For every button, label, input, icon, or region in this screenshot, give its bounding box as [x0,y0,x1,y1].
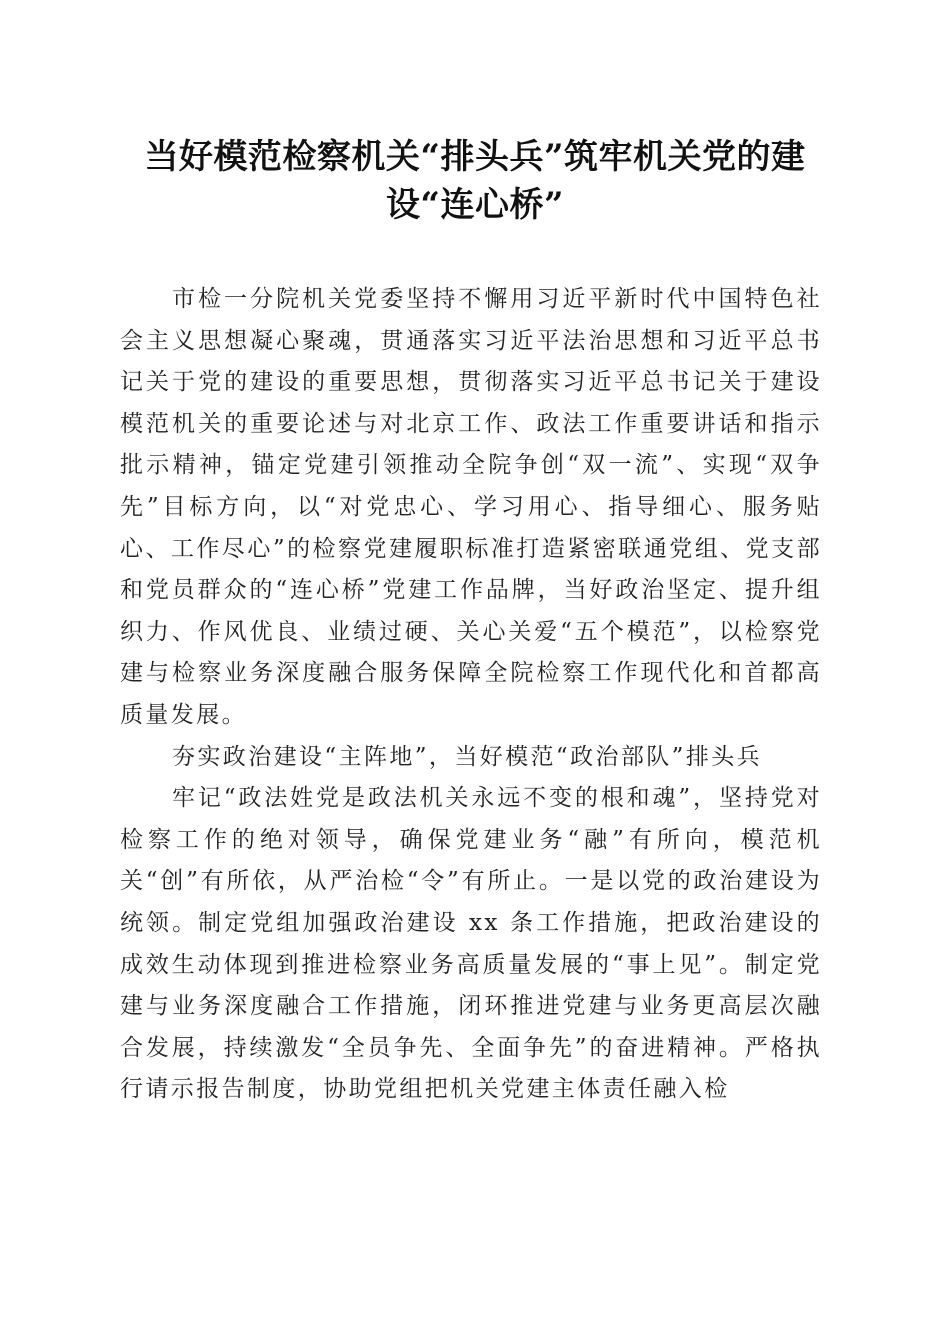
section-paragraph: 牢记“政法姓党是政法机关永远不变的根和魂”，坚持党对检察工作的绝对领导，确保党建业务“融”有所向，模范机关“创”有所依，从严治检“令”有所止。一是以党的政治建设为统领。制定党组加强政治建设 xx 条工作措施，把政治建设的成效生动体现到推进检察业务高质量发展的“事上见”。制定党建与业务深度融合工作措施，闭环推进党建与业务更高层次融合发展，持续激发“全员争先、全面争先”的奋进精神。严格执行请示报告制度，协助党组把机关党建主体责任融入检 [120,785,822,1103]
document-body [120,279,822,1111]
title-line-1: 当好模范检察机关“排头兵”筑牢机关党的建 [144,137,806,177]
document-title [100,133,850,229]
intro-paragraph: 市检一分院机关党委坚持不懈用习近平新时代中国特色社会主义思想凝心聚魂，贯通落实习近平法治思想和习近平总书记关于党的建设的重要思想，贯彻落实习近平总书记关于建设模范机关的重要论述与对北京工作、政法工作重要讲话和指示批示精神，锚定党建引领推动全院争创“双一流”、实现“双争先”目标方向，以“对党忠心、学习用心、指导细心、服务贴心、工作尽心”的检察党建履职标准打造紧密联通党组、党支部和党员群众的“连心桥”党建工作品牌，当好政治坚定、提升组织力、作风优良、业绩过硬、关心关爱“五个模范”，以检察党建与检察业务深度融合服务保障全院检察工作现代化和首都高质量发展。 [120,286,822,728]
section-heading: 夯实政治建设“主阵地”，当好模范“政治部队”排头兵 [172,743,763,770]
title-line-2: 设“连心桥” [385,185,565,225]
